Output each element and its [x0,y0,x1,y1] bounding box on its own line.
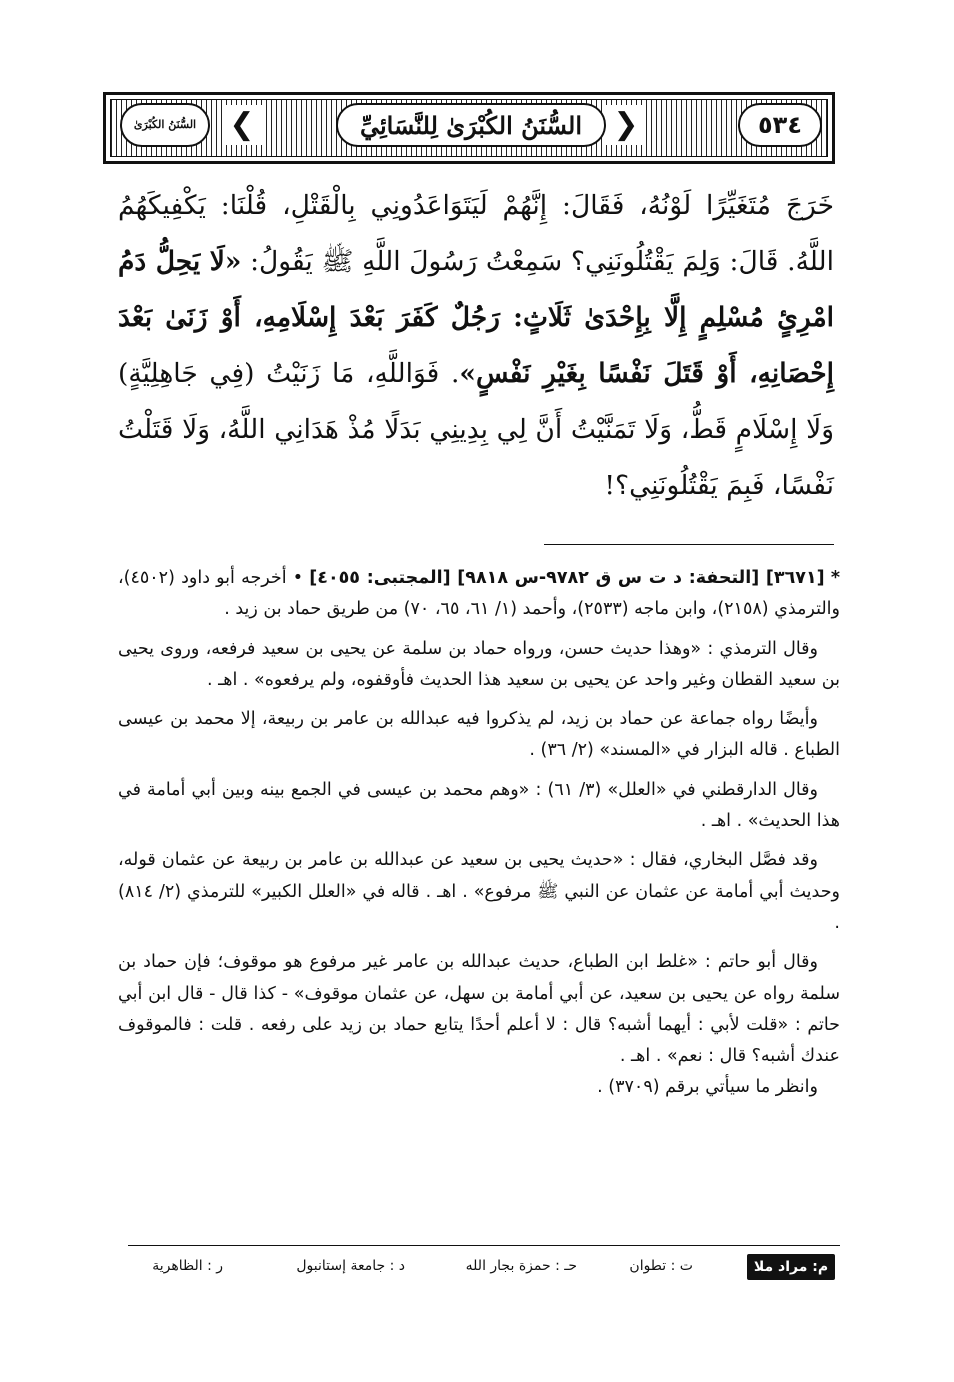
footnote-star: * [830,568,840,588]
manuscript-istanbul: د : جامعة إستانبول [296,1258,405,1274]
footnote-tirmidhi: وقال الترمذي : «وهذا حديث حسن، ورواه حماد بن سلمة عن يحيى بن سعيد فرفعه، وروى يحيى بن سعيد القطان وغير واحد عن يحيى بن سعيد هذا الحديث فأوقفوه، ولم يرفعوه» . اهـ . [118,638,840,690]
footnote-abu-hatim: وقال أبو حاتم : «غلط ابن الطباع، حديث عبدالله بن عامر غير مرفوع هو موقوف؛ فإن حماد بن سلمة رواه عن يحيى بن سعيد، عن أبي أمامة بن سهل، عن عثمان موقوف» - كذا قال - قال ابن أبي حاتم : «قلت لأبي : أيهما أشبه؟ قال : لا أعلم أحدًا يتابع حماد بن زيد على رفعه . قلت : فالموقوف عندك أشبه؟ قال : نعم» . اهـ . [118,952,840,1067]
page-number: ٥٣٤ [738,103,822,147]
footnote-bazzar: وأيضًا رواه جماعة عن حماد بن زيد، لم يذكروا فيه عبدالله بن عامر بن ربيعة، إلا محمد بن عيسى الطباع . قاله البزار في «المسند» (٢/ ٣٦) . [118,709,840,761]
footnote-see-also: وانظر ما سيأتي برقم (٣٧٠٩) . [597,1077,818,1098]
book-title: السُّنَنُ الكُبْرَىٰ لِلنَّسَائِيِّ [336,103,606,147]
manuscript-hamza: حـ : حمزة بجار الله [465,1258,577,1274]
footnote-bukhari: وقد فصَّل البخاري، فقال : «حديث يحيى بن سعيد عن عبدالله بن عامر بن ربيعة عن عثمان قوله، وحديث أبي أمامة عن عثمان عن النبي ﷺ مرفوع» . اهـ . قاله في «العلل الكبير» للترمذي (٢/ ٨١٤) . [118,850,840,933]
manuscript-separator [128,1245,840,1246]
footnote-reference: [٣٦٧١] [التحفة: د ت س ق ٩٧٨٢-س ٩٨١٨] [المجتبى: ٤٠٥٥] [309,568,825,588]
manuscript-sigla [135,1250,835,1284]
manuscript-murad-mulla: م: مراد ملا [747,1254,835,1280]
prophetic-saying: «لَا يَحِلُّ دَمُ امْرِئٍ مُسْلِمٍ إِلَّا بِإِحْدَىٰ ثَلَاثٍ: رَجُلٌ كَفَرَ بَعْدَ إِسْلَامِهِ، أَوْ زَنَىٰ بَعْدَ إِحْصَانِهِ، أَوْ قَتَلَ نَفْسًا بِغَيْرِ نَفْسٍ» [118,246,834,389]
footnote-daraqutni: وقال الدارقطني في «العلل» (٣/ ٦١) : «وهم محمد بن عيسى في الجمع بينه وبين أبي أمامة في هذا الحديث» . اهـ . [118,779,840,832]
footnote-takhrij-text: • أخرجه أبو داود (٤٥٠٢)، والترمذي (٢١٥٨)، وابن ماجه (٢٥٣٣)، وأحمد (١/ ٦١، ٦٥، ٧٠) من طريق حماد بن زيد . [118,568,840,620]
ornament-left-icon: ❮ [222,105,262,145]
manuscript-zahiriyya: ر : الظاهرية [152,1258,223,1274]
hadith-text [118,178,834,514]
ornament-right-icon: ❯ [606,105,646,145]
hadith-narration: خَرَجَ مُتَغَيِّرًا لَوْنُهُ، فَقَالَ: إِنَّهُمْ لَيَتَوَاعَدُونِي بِالْقَتْلِ، قُلْنَا: يَكْفِيكَهُمُ اللَّهُ. قَالَ: وَلِمَ يَقْتُلُونَنِي؟ سَمِعْتُ رَسُولَ اللَّهِ ﷺ يَقُولُ: [118,190,834,277]
footnote-takhrij [118,563,840,626]
footnote-separator [544,544,834,545]
hadith-narration-end: . فَوَاللَّهِ، مَا زَنَيْتُ (فِي جَاهِلِيَّةٍ) وَلَا إِسْلَامٍ قَطُّ، وَلَا تَمَنَّيْتُ أَنَّ لِي بِدِينِي بَدَلًا مُذْ هَدَانِي اللَّهُ، وَلَا قَتَلْتُ نَفْسًا، فَبِمَ يَقْتُلُونَنِي؟! [118,358,834,501]
manuscript-tetouan: ت : تطوان [629,1258,693,1274]
footnotes [118,563,840,1112]
book-logo: السُّنَنُ الكُبْرَىٰ [120,103,210,147]
page-header [103,92,835,164]
